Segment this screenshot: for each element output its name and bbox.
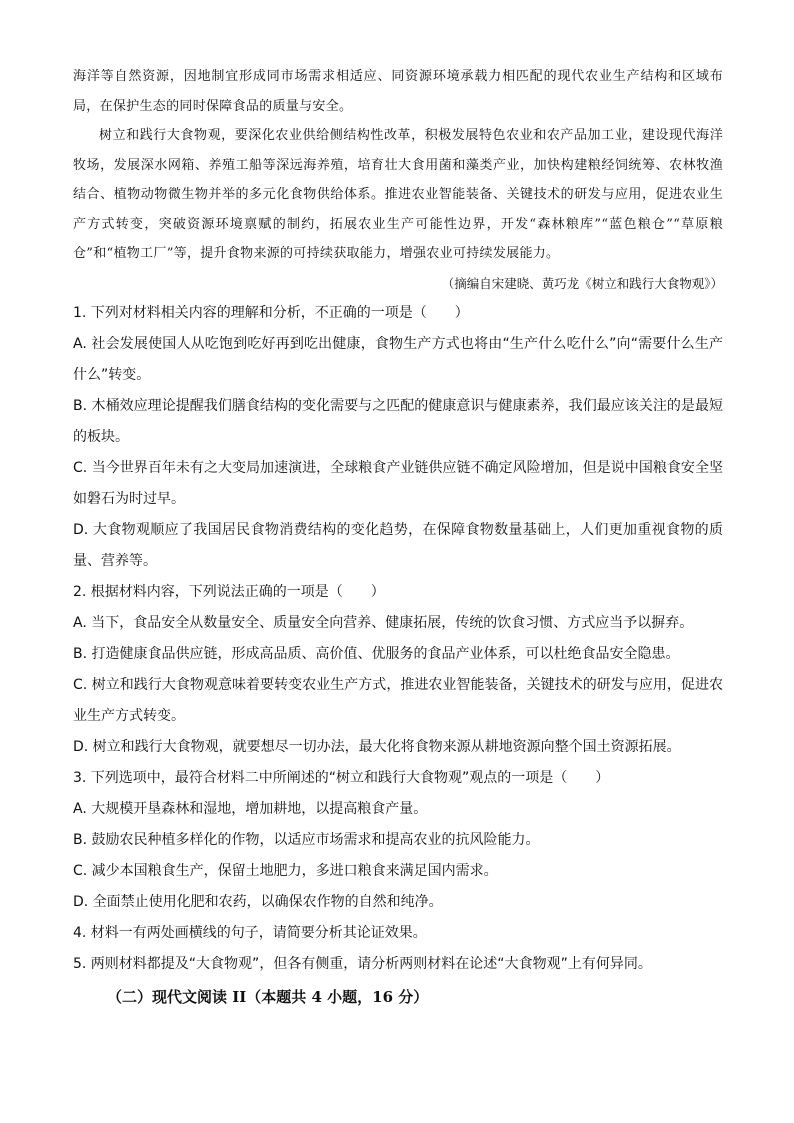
option-c: C. 减少本国粮食生产，保留土地肥力，多进口粮食来满足国内需求。 <box>73 863 498 879</box>
option-c: C. 当今世界百年未有之大变局加速演进，全球粮食产业链供应链不确定风险增加，但是说中国粮食安全坚如磐石为时过早。 <box>73 460 723 507</box>
question-stem: 2. 根据材料内容，下列说法正确的一项是（ ） <box>73 584 385 600</box>
question-stem: 5. 两则材料都提及“大食物观”，但各有侧重，请分析两则材料在论述“大食物观”上有何异同。 <box>73 956 652 972</box>
question-2 <box>73 577 723 763</box>
document-page <box>73 62 723 1012</box>
passage-source: （摘编自宋建晓、黄巧龙《树立和践行大食物观》） <box>441 275 723 291</box>
question-list <box>73 298 723 980</box>
option-a: A. 当下，食品安全从数量安全、质量安全向营养、健康拓展，传统的饮食习惯、方式应当予以摒弃。 <box>73 615 694 631</box>
passage-paragraph-main: 树立和践行大食物观，要深化农业供给侧结构性改革，积极发展特色农业和农产品加工业，建设现代海洋牧场，发展深水网箱、养殖工船等深远海养殖，培育壮大食用菌和藻类产业，加快构建粮经饲统筹、农林牧渔结合、植物动物微生物并举的多元化食物供给体系。推进农业智能装备、关键技术的研发与应用，促进农业生产方式转变，突破资源环境禀赋的制约，拓展农业生产可能性边界，开发“森林粮库”“蓝色粮仓”“草原粮仓”和“植物工厂”等，提升食物来源的可持续获取能力，增强农业可持续发展能力。 <box>73 128 723 261</box>
question-stem: 3. 下列选项中，最符合材料二中所阐述的“树立和践行大食物观”观点的一项是（ ） <box>73 770 610 786</box>
question-3 <box>73 763 723 918</box>
question-1 <box>73 298 723 577</box>
question-5 <box>73 949 723 980</box>
passage-paragraph-continued: 海洋等自然资源，因地制宜形成同市场需求相适应、同资源环境承载力相匹配的现代农业生产结构和区域布局，在保护生态的同时保障食品的质量与安全。 <box>73 69 723 114</box>
option-d: D. 大食物观顺应了我国居民食物消费结构的变化趋势，在保障食物数量基础上，人们更加重视食物的质量、营养等。 <box>73 522 723 569</box>
option-b: B. 木桶效应理论提醒我们膳食结构的变化需要与之匹配的健康意识与健康素养，我们最应该关注的是最短的板块。 <box>73 398 723 445</box>
option-b: B. 鼓励农民种植多样化的作物，以适应市场需求和提高农业的抗风险能力。 <box>73 832 540 848</box>
question-stem: 4. 材料一有两处画横线的句子，请简要分析其论证效果。 <box>73 925 427 941</box>
option-a: A. 社会发展使国人从吃饱到吃好再到吃出健康，食物生产方式也将由“生产什么吃什么”向“需要什么生产什么”转变。 <box>73 336 723 383</box>
option-d: D. 树立和践行大食物观，就要想尽一切办法，最大化将食物来源从耕地资源向整个国土资源拓展。 <box>73 739 681 755</box>
question-4 <box>73 918 723 949</box>
option-b: B. 打造健康食品供应链，形成高品质、高价值、优服务的食品产业体系，可以杜绝食品安全隐患。 <box>73 646 680 662</box>
question-stem: 1. 下列对材料相关内容的理解和分析，不正确的一项是（ ） <box>73 305 469 321</box>
option-c: C. 树立和践行大食物观意味着要转变农业生产方式，推进农业智能装备，关键技术的研发与应用，促进农业生产方式转变。 <box>73 677 723 724</box>
section-heading: （二）现代文阅读 II（本题共 4 小题，16 分） <box>107 988 429 1006</box>
option-d: D. 全面禁止使用化肥和农药，以确保农作物的自然和纯净。 <box>73 894 443 910</box>
option-a: A. 大规模开垦森林和湿地，增加耕地，以提高粮食产量。 <box>73 801 428 817</box>
